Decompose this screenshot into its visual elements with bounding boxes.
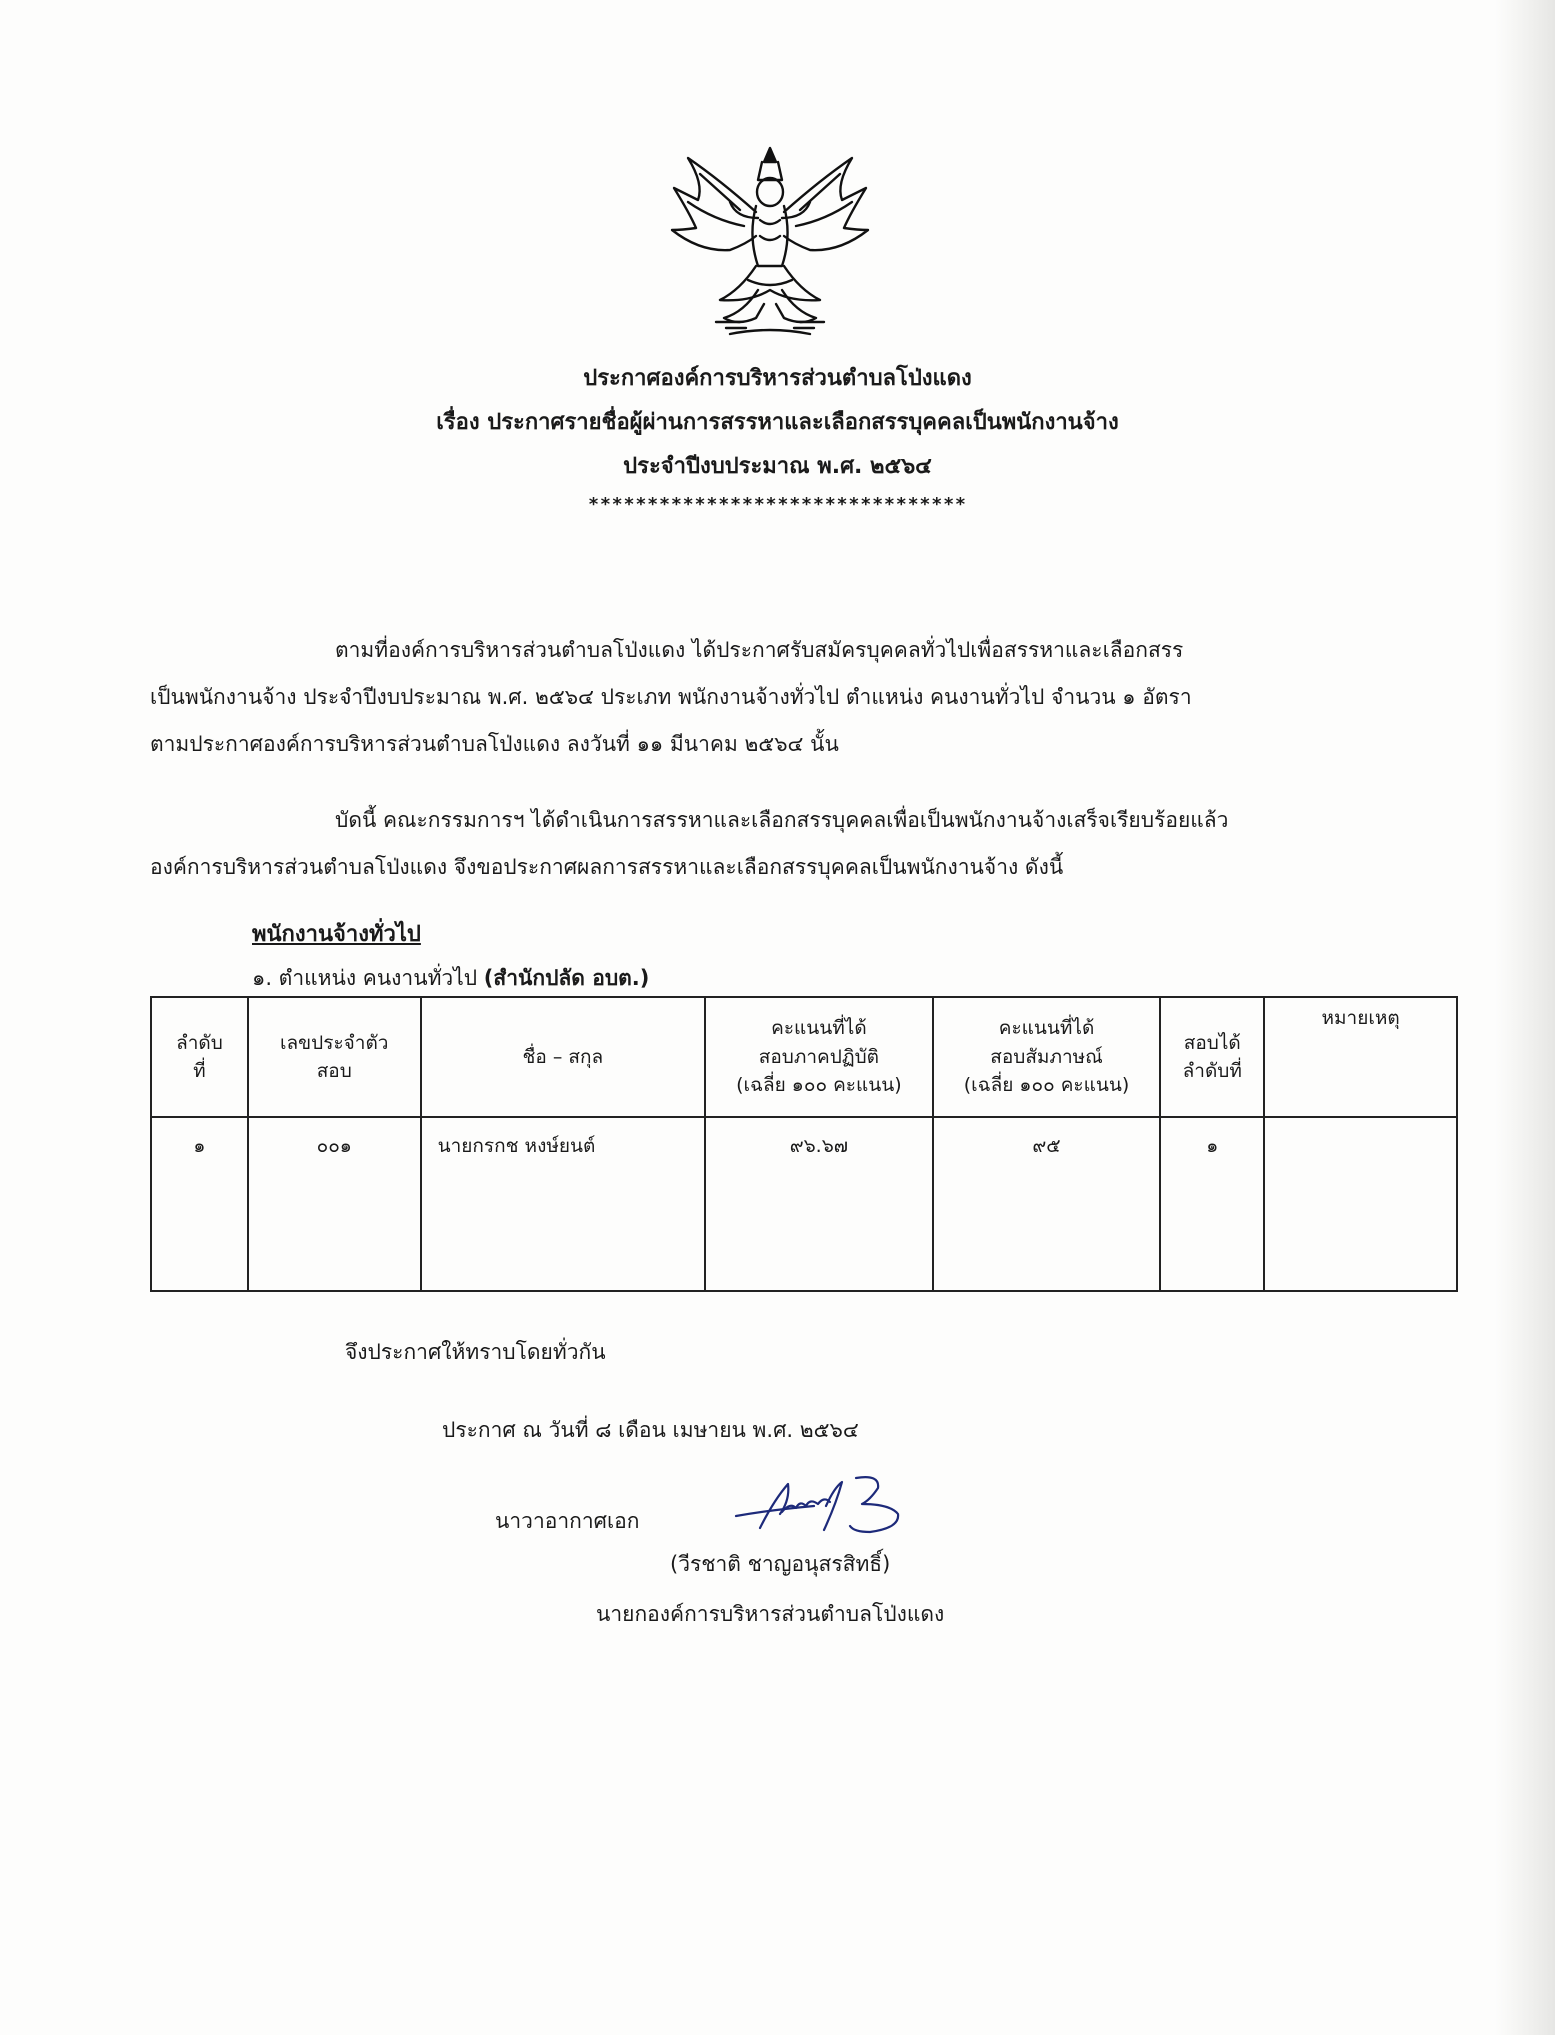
cell-exam-id: ๐๐๑ (248, 1117, 421, 1291)
cell-interview-score: ๙๕ (933, 1117, 1161, 1291)
cell-remark (1264, 1117, 1457, 1291)
section-heading: พนักงานจ้างทั่วไป (252, 922, 421, 947)
header-interview-score: คะแนนที่ได้ สอบสัมภาษณ์ (เฉลี่ย ๑๐๐ คะแนน) (933, 997, 1161, 1117)
table-header-row (151, 997, 1457, 1117)
results-table (150, 996, 1458, 1292)
fiscal-year-line: ประจำปีงบประมาณ พ.ศ. ๒๕๖๔ (623, 454, 932, 479)
announcement-title: ประกาศองค์การบริหารส่วนตำบลโป่งแดง (583, 366, 972, 391)
announcement-date: ประกาศ ณ วันที่ ๘ เดือน เมษายน พ.ศ. ๒๕๖๔ (442, 1418, 859, 1442)
announcement-subject: เรื่อง ประกาศรายชื่อผู้ผ่านการสรรหาและเลือกสรรบุคคลเป็นพนักงานจ้าง (436, 410, 1119, 435)
signer-name: (วีรชาติ ชาญอนุสรสิทธิ์) (670, 1552, 891, 1576)
signature-image (730, 1470, 920, 1542)
page-edge-shadow (1495, 0, 1555, 2035)
cell-order: ๑ (151, 1117, 248, 1291)
position-label: ๑. ตำแหน่ง คนงานทั่วไป (252, 966, 478, 990)
paragraph-1-line-2: เป็นพนักงานจ้าง ประจำปีงบประมาณ พ.ศ. ๒๕๖๔ ประเภท พนักงานจ้างทั่วไป ตำแหน่ง คนงานทั่วไป จำนวน ๑ อัตรา (150, 685, 1192, 709)
closing-announcement: จึงประกาศให้ทราบโดยทั่วกัน (345, 1340, 606, 1364)
cell-name: นายกรกช หงษ์ยนต์ (421, 1117, 705, 1291)
paragraph-1-line-3: ตามประกาศองค์การบริหารส่วนตำบลโป่งแดง ลงวันที่ ๑๑ มีนาคม ๒๕๖๔ นั้น (150, 732, 839, 756)
position-unit: (สำนักปลัด อบต.) (483, 966, 650, 990)
header-exam-id: เลขประจำตัว สอบ (248, 997, 421, 1117)
signer-title: นายกองค์การบริหารส่วนตำบลโป่งแดง (596, 1602, 945, 1626)
paragraph-1-line-1: ตามที่องค์การบริหารส่วนตำบลโป่งแดง ได้ประกาศรับสมัครบุคคลทั่วไปเพื่อสรรหาและเลือกสรร (335, 638, 1184, 662)
signer-rank: นาวาอากาศเอก (495, 1509, 640, 1533)
cell-practical-score: ๙๖.๖๗ (705, 1117, 933, 1291)
table-row (151, 1117, 1457, 1291)
position-line (252, 962, 649, 995)
garuda-emblem-icon (660, 140, 880, 340)
paragraph-2-line-1: บัดนี้ คณะกรรมการฯ ได้ดำเนินการสรรหาและเลือกสรรบุคคลเพื่อเป็นพนักงานจ้างเสร็จเรียบร้อยแล้ว (335, 808, 1229, 832)
header-divider: ******************************** (588, 494, 967, 515)
header-rank: สอบได้ ลำดับที่ (1160, 997, 1264, 1117)
paragraph-2-line-2: องค์การบริหารส่วนตำบลโป่งแดง จึงขอประกาศผลการสรรหาและเลือกสรรบุคคลเป็นพนักงานจ้าง ดังนี้ (150, 855, 1064, 879)
header-name: ชื่อ – สกุล (421, 997, 705, 1117)
header-remark: หมายเหตุ (1264, 997, 1457, 1117)
header-order: ลำดับ ที่ (151, 997, 248, 1117)
header-practical-score: คะแนนที่ได้ สอบภาคปฏิบัติ (เฉลี่ย ๑๐๐ คะแนน) (705, 997, 933, 1117)
cell-rank: ๑ (1160, 1117, 1264, 1291)
